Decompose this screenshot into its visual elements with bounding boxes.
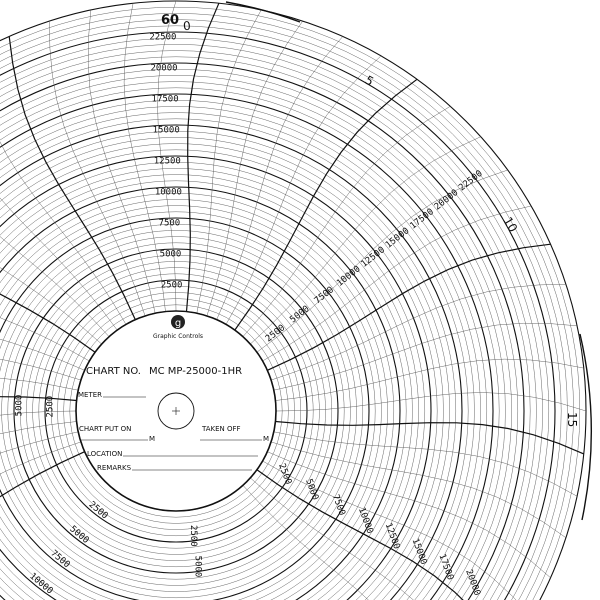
scale-upper-right-label: 10000	[335, 264, 363, 289]
minor-time-line	[0, 284, 81, 380]
scale-left-label: 2500	[45, 395, 56, 418]
scale-top-label: 5000	[159, 249, 182, 260]
scale-top-label: 7500	[158, 218, 181, 229]
taken-off-m: M	[263, 435, 270, 443]
major-time-line	[0, 170, 95, 352]
scale-top-label: 10000	[154, 187, 182, 198]
minor-ring	[0, 13, 574, 600]
brand-name: Graphic Controls	[152, 333, 204, 340]
scale-lower-right-label: 10000	[355, 506, 375, 536]
put-on-m: M	[149, 435, 156, 443]
scale-upper-right-label: 20000	[432, 187, 461, 213]
minor-ring	[0, 57, 530, 600]
scale-top-label: 17500	[151, 94, 179, 105]
chart-put-on-label: CHART PUT ON	[79, 425, 132, 433]
minor-time-line	[276, 359, 584, 400]
minor-time-line	[0, 432, 78, 499]
major-ring	[0, 1, 586, 600]
minor-time-line	[0, 56, 126, 325]
scale-upper-right-label: 12500	[359, 245, 388, 270]
scale-upper-right-label: 7500	[312, 285, 337, 307]
scale-upper-right-label: 15000	[383, 226, 412, 251]
scale-lower-right-label: 20000	[463, 568, 482, 598]
minute-label-0: 0	[182, 18, 192, 34]
minute-label-60: 60	[161, 13, 180, 28]
scale-lower-left-label: 5000	[67, 524, 91, 546]
scale-top-label: 22500	[149, 32, 177, 43]
meter-label: METER	[78, 391, 103, 399]
minute-label-15: 15	[565, 412, 579, 428]
minute-label-5: 5	[362, 72, 377, 89]
scale-lower-right-label: 15000	[409, 537, 429, 567]
minor-ring	[0, 44, 543, 600]
scale-top-label: 2500	[160, 280, 183, 291]
scale-lower-right-label: 17500	[436, 552, 456, 582]
scale-lower-left-label: 7500	[48, 548, 72, 571]
scale-upper-right-label: 2500	[263, 323, 288, 345]
scale-top-label: 15000	[152, 125, 180, 136]
major-time-line	[0, 368, 77, 400]
scale-bottom-label: 2500	[188, 524, 198, 547]
remarks-label: REMARKS	[97, 464, 132, 472]
scale-bottom-label: 5000	[192, 555, 203, 578]
scale-lower-right-label: 5000	[303, 477, 320, 502]
scale-upper-right-label: 17500	[408, 207, 436, 232]
scale-lower-right-label: 12500	[382, 521, 402, 551]
minute-label-10: 10	[500, 214, 521, 235]
scale-lower-right-label: 7500	[329, 493, 347, 518]
major-ring	[0, 63, 524, 600]
scale-lower-left-label: 2500	[86, 499, 110, 522]
scale-upper-right-label: 22500	[457, 168, 485, 194]
chart-no-label: CHART NO.	[86, 366, 141, 377]
scale-lower-right-label: 2500	[276, 462, 294, 487]
taken-off-label: TAKEN OFF	[202, 425, 241, 433]
minor-ring	[0, 72, 512, 600]
chart-grid	[0, 1, 591, 600]
scale-lower-left-label: 10000	[27, 571, 55, 597]
minor-ring	[0, 51, 536, 600]
scale-upper-right-label: 5000	[288, 304, 312, 326]
location-label: LOCATION	[87, 450, 123, 458]
minor-ring	[0, 20, 567, 600]
scale-left-label: 5000	[14, 394, 25, 417]
scale-top-label: 20000	[150, 63, 178, 74]
chart-no-value: MC MP-25000-1HR	[149, 366, 243, 377]
chart-scales	[15, 33, 485, 597]
logo-mark: g	[174, 318, 182, 329]
scale-top-label: 12500	[153, 156, 181, 167]
